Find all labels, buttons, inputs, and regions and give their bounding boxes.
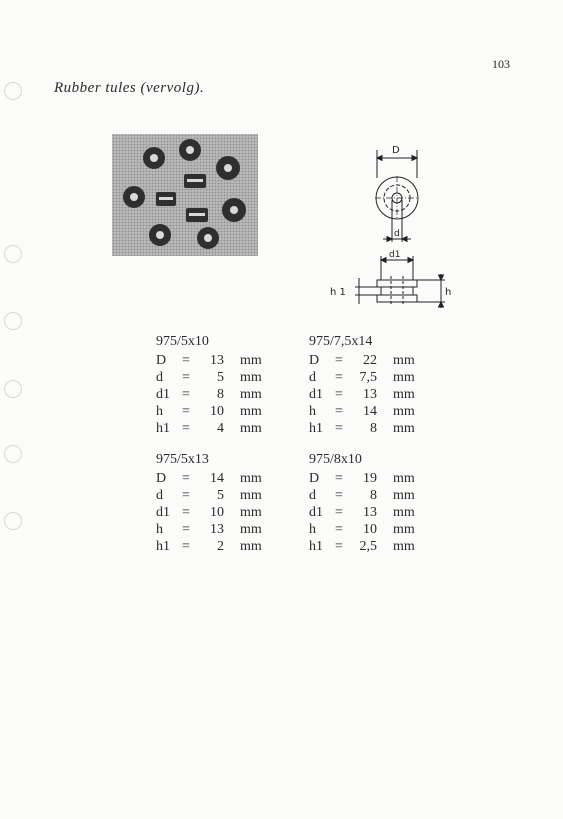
spec-row: d = 7,5 mm [309,370,415,385]
spec-block [156,451,262,555]
label-h: h [445,287,452,298]
spec-row: D = 22 mm [309,353,415,368]
binder-hole [4,82,22,100]
spec-title: 975/7,5x14 [309,334,373,349]
binder-hole [4,245,22,263]
spec-row: D = 13 mm [156,353,262,368]
spec-row: h = 10 mm [309,522,415,537]
grommets-photo [112,134,258,256]
binder-hole [4,380,22,398]
label-D: D [392,145,400,156]
spec-row: d1 = 8 mm [156,387,262,402]
spec-table [156,470,262,555]
spec-row: d = 5 mm [156,370,262,385]
spec-block [156,333,262,437]
spec-row: h1 = 2,5 mm [309,539,415,554]
spec-row: h1 = 4 mm [156,421,262,436]
spec-row: D = 14 mm [156,471,262,486]
spec-block [309,451,415,555]
label-d1: d1 [389,250,401,260]
spec-title: 975/8x10 [309,452,362,467]
spec-row: h = 10 mm [156,404,262,419]
spec-row: d1 = 10 mm [156,505,262,520]
spec-row: d1 = 13 mm [309,505,415,520]
page-number: 103 [492,57,510,71]
spec-row: D = 19 mm [309,471,415,486]
binder-hole [4,312,22,330]
spec-block [309,333,415,437]
grommet-diagram [325,138,465,313]
spec-row: h1 = 2 mm [156,539,262,554]
spec-table [309,470,415,555]
label-d: d [394,229,400,239]
spec-title: 975/5x13 [156,452,209,467]
binder-hole [4,445,22,463]
page-heading: Rubber tules (vervolg). [54,80,205,96]
spec-row: d1 = 13 mm [309,387,415,402]
spec-title: 975/5x10 [156,334,209,349]
spec-row: h1 = 8 mm [309,421,415,436]
spec-row: d = 5 mm [156,488,262,503]
spec-row: h = 14 mm [309,404,415,419]
spec-row: d = 8 mm [309,488,415,503]
spec-table [309,352,415,437]
spec-table [156,352,262,437]
label-h1: h 1 [330,287,346,298]
spec-row: h = 13 mm [156,522,262,537]
binder-hole [4,512,22,530]
